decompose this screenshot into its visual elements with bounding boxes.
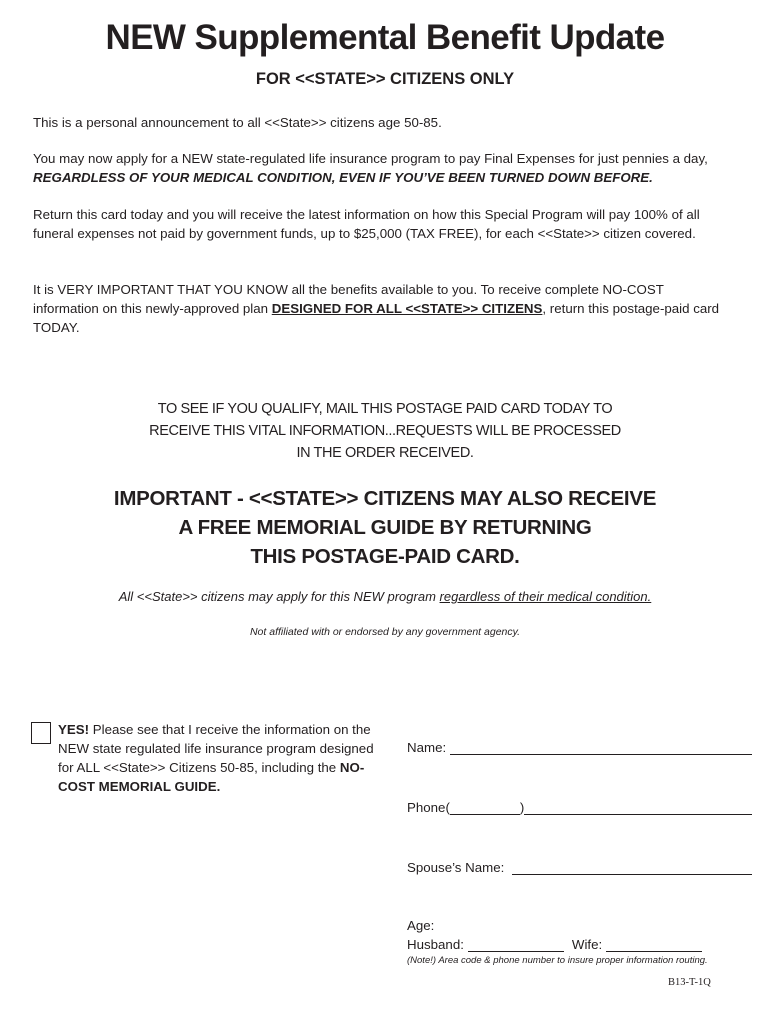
yes-checkbox[interactable]: [31, 722, 51, 744]
qualify-notice: [110, 398, 660, 464]
wife-age-input-line[interactable]: [606, 937, 702, 952]
qualify-line-1: TO SEE IF YOU QUALIFY, MAIL THIS POSTAGE PAID CARD TODAY TO: [157, 401, 613, 417]
yes-request-text: [58, 720, 378, 796]
spouse-name-field: [407, 860, 752, 875]
phone-field: [407, 800, 752, 815]
benefits-text-start: It is VERY IMPORTANT THAT YOU KNOW all the benefits available to you. To receive complete NO-COST information on this newly-approved plan: [33, 282, 664, 316]
name-label: Name:: [407, 740, 447, 755]
qualify-line-3: IN THE ORDER RECEIVED.: [296, 445, 474, 461]
form-code: B13-T-1Q: [668, 977, 711, 988]
benefits-text-end: , return this postage-paid card TODAY.: [33, 301, 720, 335]
apply-text: You may now apply for a NEW state-regulated life insurance program to pay Final Expenses for just pennies a day,: [33, 151, 708, 166]
phone-note: (Note!) Area code & phone number to insure proper information routing.: [407, 955, 708, 966]
apply-paragraph: [33, 149, 723, 187]
husband-label: Husband:: [407, 937, 464, 952]
return-card-paragraph: Return this card today and you will receive the latest information on how this Special Program will pay 100% of all funeral expenses not paid by government funds, up to $25,000 (TAX FREE), for each <<State>> citizen covered.: [33, 207, 700, 241]
announcement-paragraph: This is a personal announcement to all <<State>> citizens age 50-85.: [33, 115, 442, 130]
age-label: Age:: [407, 918, 435, 933]
name-input-line[interactable]: [450, 740, 752, 755]
important-notice: [60, 484, 710, 571]
page-title: NEW Supplemental Benefit Update: [105, 18, 665, 57]
memorial-guide-bold: NO-COST MEMORIAL GUIDE.: [58, 760, 365, 794]
phone-label: Phone(: [407, 800, 450, 815]
spouse-name-input-line[interactable]: [512, 860, 752, 875]
important-line-1: IMPORTANT - <<STATE>> CITIZENS MAY ALSO RECEIVE: [113, 487, 657, 510]
qualify-line-2: RECEIVE THIS VITAL INFORMATION...REQUESTS WILL BE PROCESSED: [149, 423, 621, 439]
medical-note-underlined: regardless of their medical condition.: [439, 589, 652, 604]
phone-input-line[interactable]: [524, 800, 752, 815]
yes-body: Please see that I receive the information on the NEW state regulated life insurance program designed for ALL <<State>> Citizens 50-85, including the: [58, 722, 374, 775]
spouse-name-label: Spouse’s Name:: [407, 860, 505, 875]
disclaimer: Not affiliated with or endorsed by any government agency.: [249, 626, 521, 638]
husband-age-input-line[interactable]: [468, 937, 564, 952]
important-line-3: THIS POSTAGE-PAID CARD.: [250, 545, 520, 568]
medical-condition-emphasis: REGARDLESS OF YOUR MEDICAL CONDITION, EVEN IF YOU’VE BEEN TURNED DOWN BEFORE.: [33, 170, 653, 185]
name-field: [407, 740, 752, 755]
benefits-paragraph: [33, 280, 723, 337]
medical-condition-note: [0, 589, 770, 604]
page-subtitle: FOR <<STATE>> CITIZENS ONLY: [255, 70, 515, 88]
phone-close-paren: ): [519, 800, 525, 815]
designed-for-emphasis: DESIGNED FOR ALL <<STATE>> CITIZENS: [271, 301, 543, 316]
important-line-2: A FREE MEMORIAL GUIDE BY RETURNING: [178, 516, 592, 539]
age-fields: [407, 937, 707, 952]
medical-note-text: All <<State>> citizens may apply for this NEW program: [118, 589, 440, 604]
wife-label: Wife:: [571, 937, 603, 952]
yes-label: YES!: [58, 722, 90, 737]
area-code-input-line[interactable]: [450, 800, 520, 815]
